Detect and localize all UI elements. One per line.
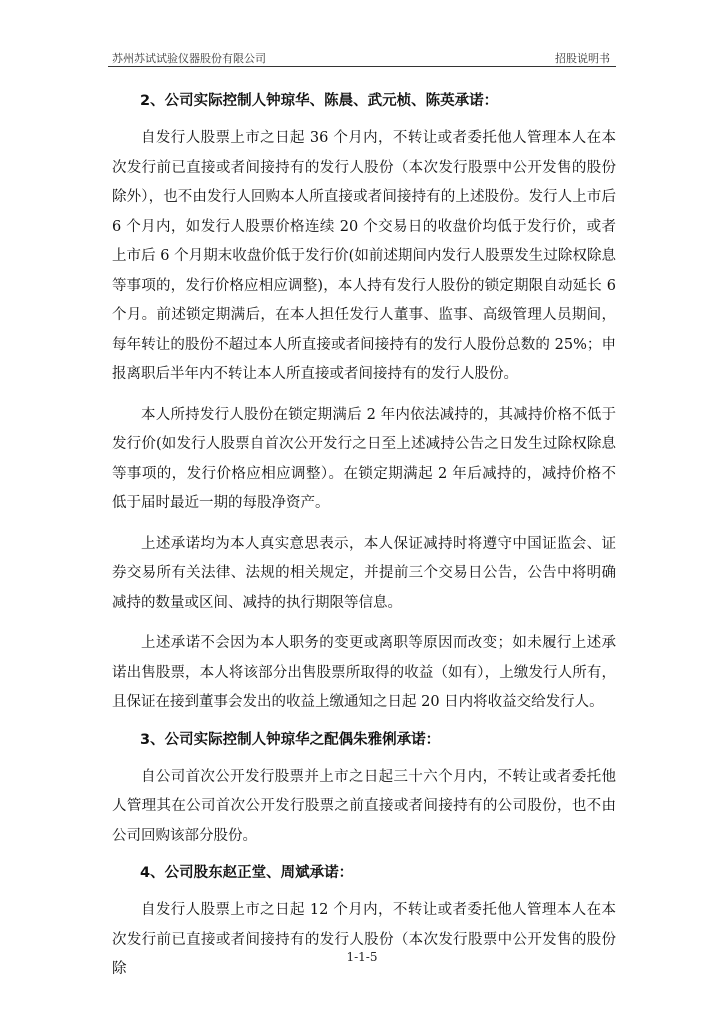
paragraph: 本人所持发行人股份在锁定期满后 2 年内依法减持的，其减持价格不低于发行价(如发行人股票自首次公开发行之日至上述减持公告之日发生过除权除息等事项的，发行价格应相应调整）。在锁定期满起 2 年后减持的，减持价格不低于届时最近一期的每股净资产。 — [112, 406, 616, 511]
section-controller-commitment — [112, 90, 616, 718]
section-spouse-commitment — [112, 729, 616, 852]
paragraph: 自公司首次公开发行股票并上市之日起三十六个月内，不转让或者委托他人管理其在公司首次公开发行股票之前直接或者间接持有的公司股份，也不由公司回购该部分股份。 — [112, 768, 616, 844]
document-body — [112, 90, 616, 996]
paragraph: 上述承诺不会因为本人职务的变更或离职等原因而改变；如未履行上述承诺出售股票，本人将该部分出售股票所取得的收益（如有），上缴发行人所有，且保证在接到董事会发出的收益上缴通知之日起 20 日内将收益交给发行人。 — [112, 635, 616, 710]
section-heading: 3、公司实际控制人钟琼华之配偶朱雅俐承诺： — [140, 731, 441, 748]
section-heading: 4、公司股东赵正堂、周斌承诺： — [140, 865, 354, 881]
paragraph: 上述承诺均为本人真实意思表示，本人保证减持时将遵守中国证监会、证券交易所有关法律、法规的相关规定，并提前三个交易日公告，公告中将明确减持的数量或区间、减持的执行期限等信息。 — [112, 535, 616, 611]
page-number: 1-1-5 — [346, 950, 378, 964]
page-header — [108, 46, 616, 67]
paragraph: 自发行人股票上市之日起 12 个月内，不转让或者委托他人管理本人在本次发行前已直接或者间接持有的发行人股份（本次发行股票中公开发售的股份除 — [112, 902, 616, 977]
section-shareholder-commitment — [112, 862, 616, 985]
paragraph: 自发行人股票上市之日起 36 个月内，不转让或者委托他人管理本人在本次发行前已直接或者间接持有的发行人股份（本次发行股票中公开发售的股份除外），也不由发行人回购本人所直接或者间接持有的上述股份。发行人上市后 6 个月内，如发行人股票价格连续 20 个交易日的收盘价均低于发行价，或者上市后 6 个月期末收盘价低于发行价(如前述期间内发行人股票发生过除权除息等事项的，发行价格应相应调整)，本人持有发行人股份的锁定期限自动延长 6 个月。前述锁定期满后，在本人担任发行人董事、监事、高级管理人员期间，每年转让的股份不超过本人所直接或者间接持有的发行人股份总数的 25%；申报离职后半年内不转让本人所直接或者间接持有的发行人股份。 — [112, 130, 616, 382]
document-type: 招股说明书 — [555, 52, 610, 65]
company-name: 苏州苏试试验仪器股份有限公司 — [112, 52, 266, 65]
section-heading: 2、公司实际控制人钟琼华、陈晨、武元桢、陈英承诺： — [140, 93, 499, 109]
